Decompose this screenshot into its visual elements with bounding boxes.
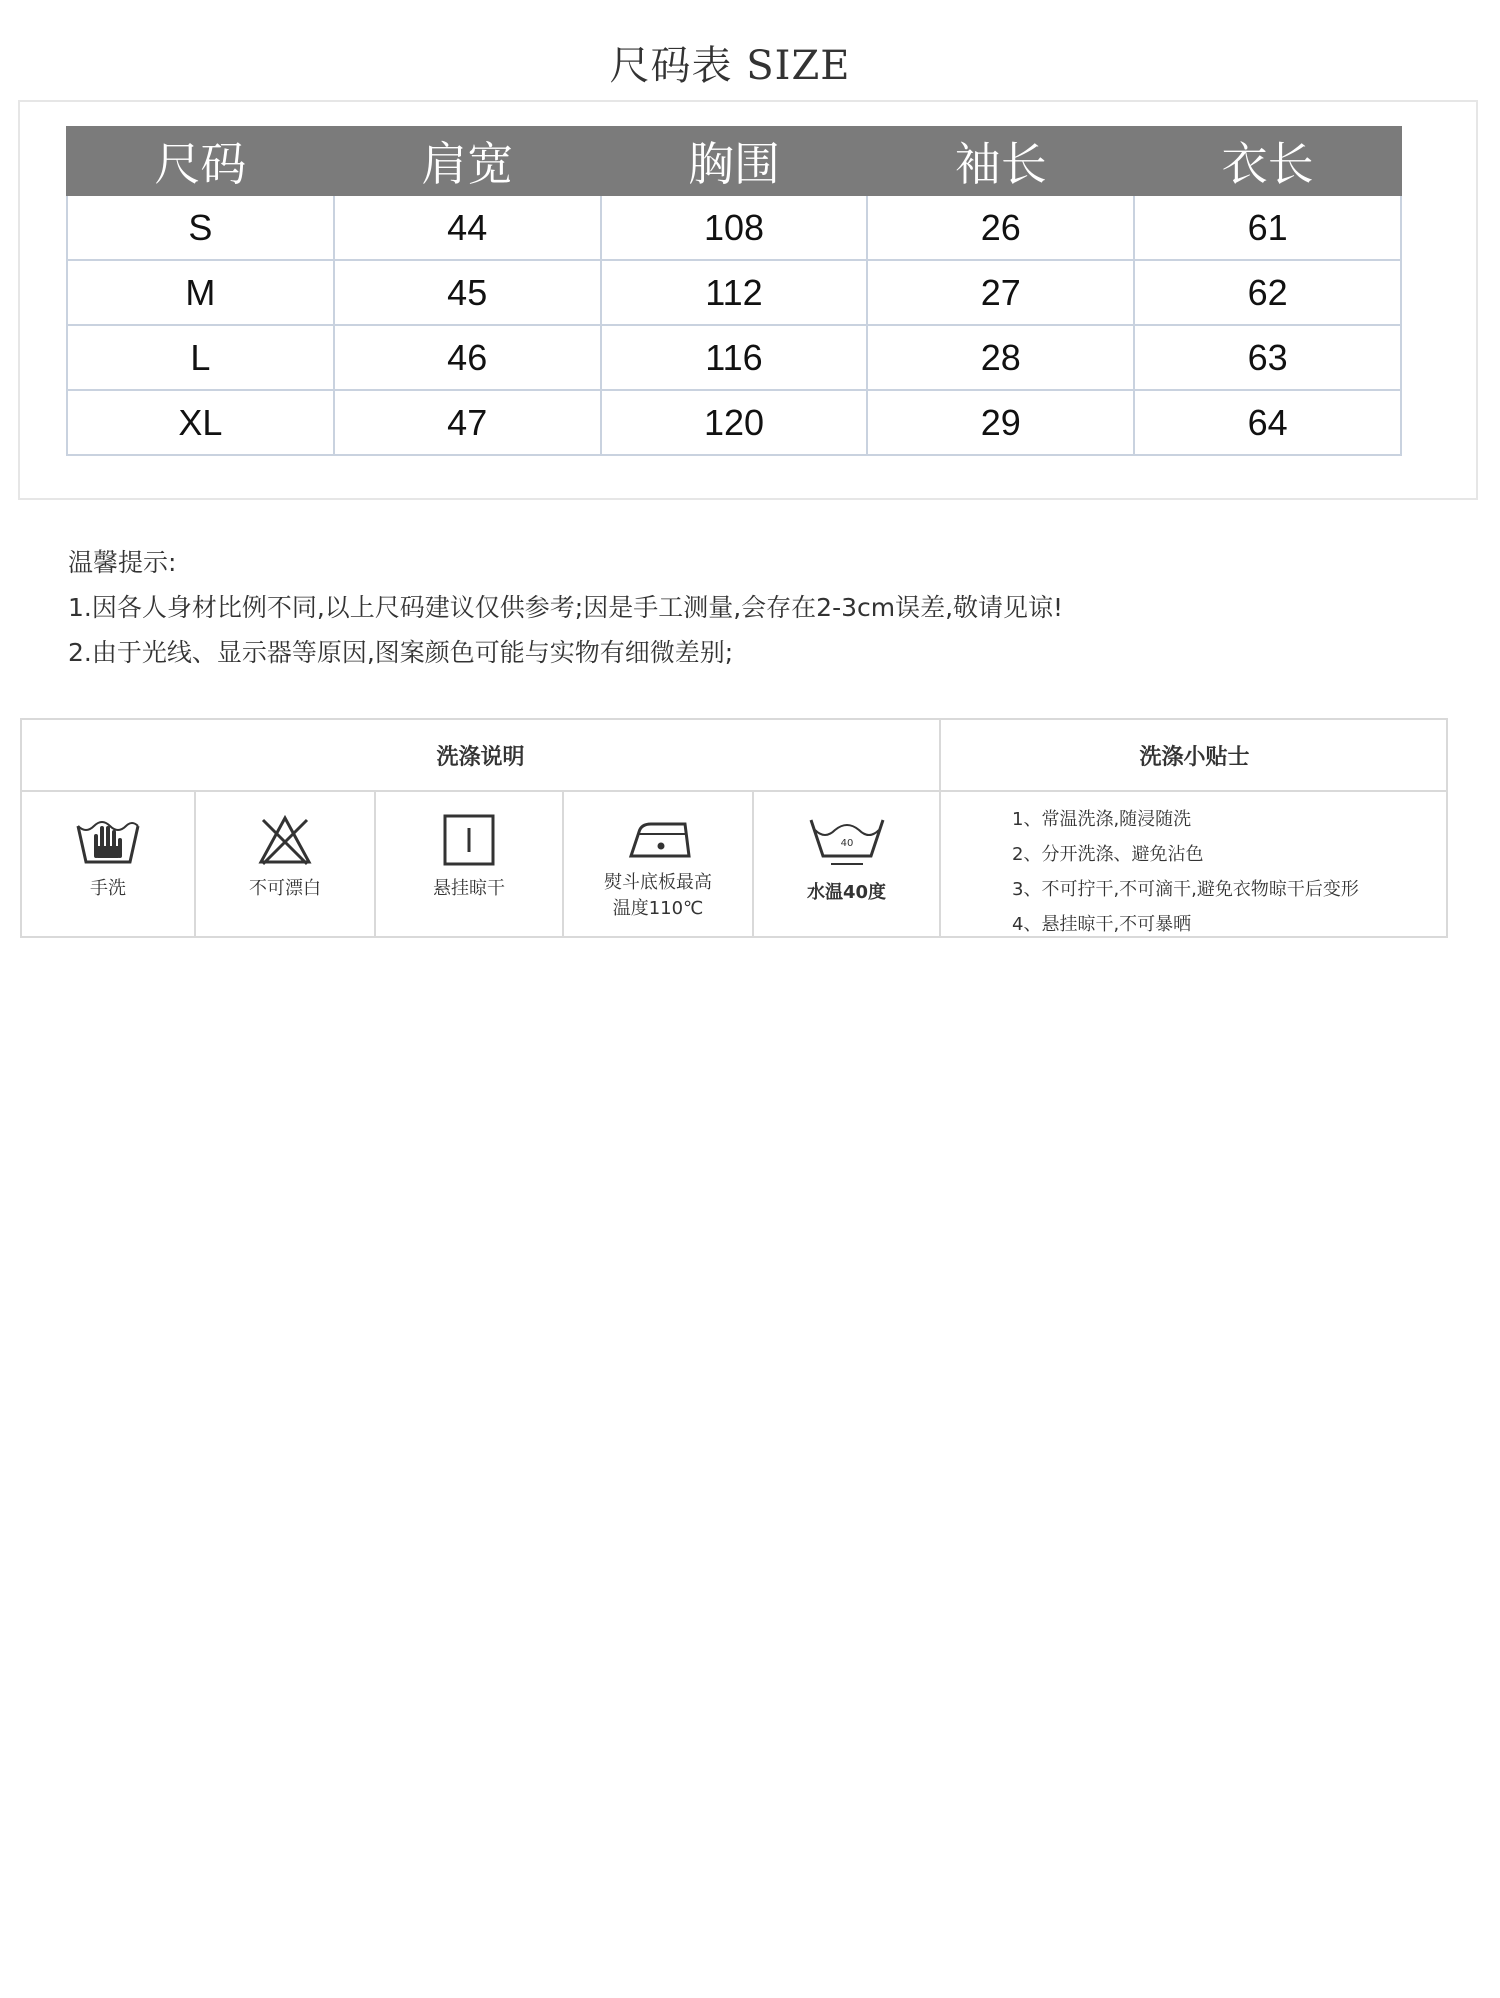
care-item-iron: [564, 792, 752, 938]
table-cell: 64: [1134, 390, 1401, 455]
wash-tips-heading: 洗涤小贴士: [941, 720, 1448, 792]
table-cell: 116: [601, 325, 868, 390]
table-cell: 45: [334, 260, 601, 325]
table-cell: L: [67, 325, 334, 390]
header-shoulder: 肩宽: [334, 127, 601, 195]
tips-line: 2.由于光线、显示器等原因,图案颜色可能与实物有细微差别;: [68, 638, 734, 667]
tips-line: 1.因各人身材比例不同,以上尺码建议仅供参考;因是手工测量,会存在2-3cm误差,敬请见谅!: [68, 593, 1064, 622]
divider: [939, 720, 941, 936]
table-cell: 62: [1134, 260, 1401, 325]
wash-instructions-heading: 洗涤说明: [22, 720, 939, 792]
table-cell: 28: [867, 325, 1134, 390]
header-chest: 胸围: [601, 127, 868, 195]
table-cell: 27: [867, 260, 1134, 325]
care-label: 水温40度: [806, 882, 887, 903]
care-label: 不可漂白: [249, 878, 321, 899]
wash-40-icon: [807, 812, 887, 868]
wash-tips-list: [1012, 802, 1359, 942]
tips-section: [68, 540, 1063, 675]
table-cell: 47: [334, 390, 601, 455]
table-cell: M: [67, 260, 334, 325]
table-cell: 108: [601, 195, 868, 260]
size-table: [66, 126, 1402, 456]
table-cell: 29: [867, 390, 1134, 455]
table-row: [67, 390, 1401, 455]
table-cell: S: [67, 195, 334, 260]
hand-wash-icon: [74, 812, 142, 868]
header-length: 衣长: [1134, 127, 1401, 195]
table-row: [67, 260, 1401, 325]
table-cell: 44: [334, 195, 601, 260]
care-item-hand-wash: [22, 792, 194, 938]
care-label: 温度110℃: [612, 898, 704, 919]
table-cell: XL: [67, 390, 334, 455]
table-cell: 120: [601, 390, 868, 455]
header-sleeve: 袖长: [867, 127, 1134, 195]
care-label: 悬挂晾干: [433, 878, 505, 899]
wash-temperature-badge: 40: [840, 838, 853, 849]
list-item: 4、悬挂晾干,不可暴晒: [1012, 914, 1192, 935]
care-label: 熨斗底板最高: [604, 872, 712, 893]
header-size: 尺码: [67, 127, 334, 195]
table-cell: 26: [867, 195, 1134, 260]
size-table-header-row: [67, 127, 1401, 195]
iron-icon: [623, 812, 693, 862]
table-cell: 112: [601, 260, 868, 325]
list-item: 1、常温洗涤,随浸随洗: [1012, 809, 1192, 830]
no-bleach-icon: [255, 812, 315, 868]
tips-heading: 温馨提示:: [68, 548, 177, 577]
page-title: 尺码表 SIZE: [609, 43, 851, 89]
hang-dry-icon: [441, 812, 497, 868]
table-row: [67, 325, 1401, 390]
table-cell: 61: [1134, 195, 1401, 260]
care-item-hang-dry: [376, 792, 562, 938]
table-row: [67, 195, 1401, 260]
list-item: 3、不可拧干,不可滴干,避免衣物晾干后变形: [1012, 879, 1359, 900]
care-label: 手洗: [90, 878, 126, 899]
care-item-wash-40: [754, 792, 939, 938]
list-item: 2、分开洗涤、避免沾色: [1012, 844, 1204, 865]
care-item-no-bleach: [196, 792, 374, 938]
table-cell: 46: [334, 325, 601, 390]
care-section: [20, 718, 1448, 938]
table-cell: 63: [1134, 325, 1401, 390]
